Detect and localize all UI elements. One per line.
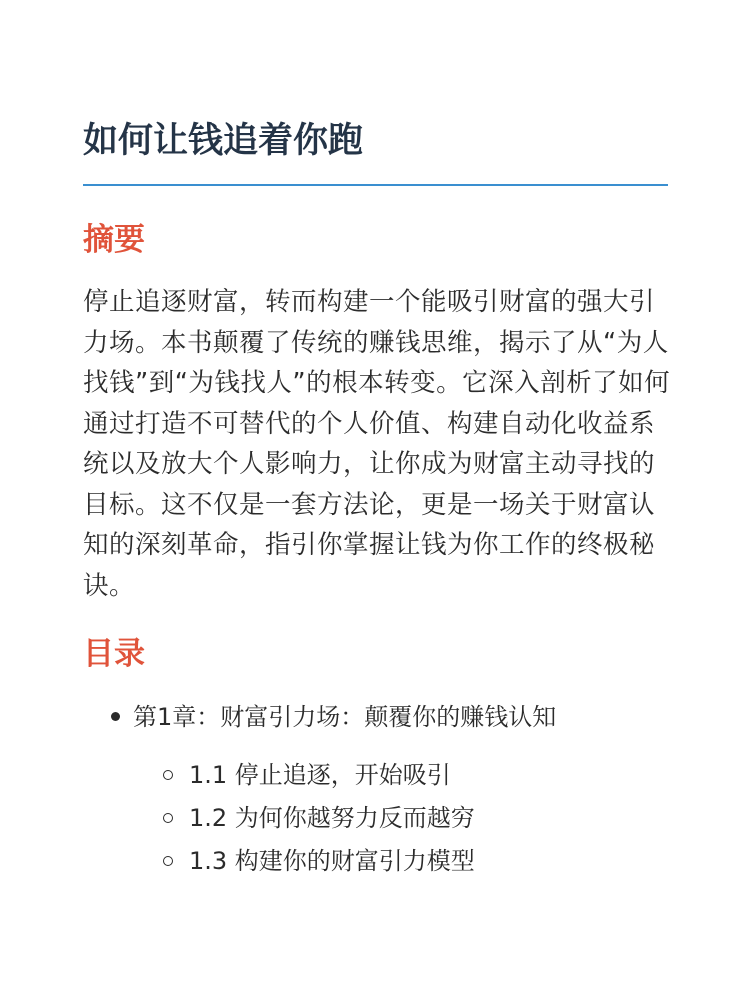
toc-section-1-3: 1.3 构建你的财富引力模型 xyxy=(189,847,475,875)
toc-chapter-1: 第1章：财富引力场：颠覆你的赚钱认知 xyxy=(133,703,557,731)
bullet-disc-icon xyxy=(111,712,120,721)
bullet-circle-icon xyxy=(163,770,173,780)
summary-heading: 摘要 xyxy=(83,222,145,258)
bullet-circle-icon xyxy=(163,813,173,823)
page-title: 如何让钱追着你跑 xyxy=(83,121,364,161)
toc-section-1-1: 1.1 停止追逐，开始吸引 xyxy=(189,761,451,789)
title-divider xyxy=(83,184,668,186)
summary-paragraph: 停止追逐财富，转而构建一个能吸引财富的强大引力场。本书颠覆了传统的赚钱思维，揭示了从“为人找钱”到“为钱找人”的根本转变。它深入剖析了如何通过打造不可替代的个人价值、构建自动化收益系统以及放大个人影响力，让你成为财富主动寻找的目标。这不仅是一套方法论，更是一场关于财富认知的深刻革命，指引你掌握让钱为你工作的终极秘诀。 xyxy=(83,287,671,601)
toc-heading: 目录 xyxy=(83,636,145,672)
bullet-circle-icon xyxy=(163,856,173,866)
toc-section-1-2: 1.2 为何你越努力反而越穷 xyxy=(189,804,475,832)
